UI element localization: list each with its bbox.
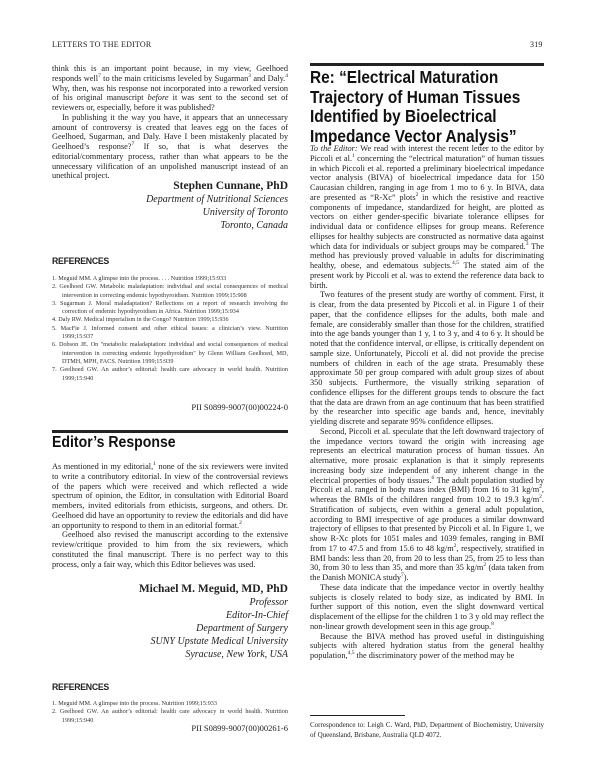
citation-superscript: 1 [153,461,156,468]
text-run: As mentioned in my editorial, [52,462,154,471]
italic-text: To the Editor: [310,144,358,153]
reference-list [52,275,288,383]
section-rule [310,63,544,66]
reference-item: 2. Geelhoed GW. Metabolic maladaptation: individual and social consequences of medical intervention in correcting endemic hypothyroidism. Nutrition 1999;15:908 [52,283,288,299]
affiliation-line: University of Toronto [202,207,288,218]
text-run: concerning the “electrical maturation” of human tissues in which Piccoli et al. reported a preliminary bioelectrical impedance vector analysis (BIVA) of bioelectrical impedance data for 150 Caucasian children, ranging in age from 1 mo to 6 y. In BIVA, data are presented as “R-Xc” plots [310,153,544,202]
paragraph [310,632,544,661]
reference-item: 5. MacFie J. Informed consent and other ethical issues: a clinician’s view. Nutrition 1999;15:937 [52,324,288,341]
citation-superscript: 3 [525,240,529,247]
text-run: ). [403,573,409,582]
reference-item: 2. Geelhoed GW. An author’s editorial: health care advocacy in world health. Nutrition 1999;15:940 [52,708,288,724]
pii-code: PII S0899-9007(00)00224-0 [191,402,288,412]
citation-superscript: 4,5 [452,260,459,267]
reference-list [52,700,288,725]
citation-superscript: 3 [248,72,252,79]
citation-superscript: 6 [431,474,435,481]
footnote-rule [310,715,405,716]
text-run: (data taken from the Danish MONICA study [310,563,544,582]
text-run: If so, that is what deserves the editorial/commentary process, rather than what appears to be the unnecessary vilification of an unpolished manuscript instead of an unethical project. [52,142,288,181]
text-run: none of the six reviewers were invited to write a contributory editorial. In view of the controversial reviews of the papers which were received and which reflected a wide spectrum of opinion, the Editor, in consultation with Editorial Board members, invited editorials from ethicists, surgeons, and others. Dr. Geelhoed did have an opportunity to review the editorials and did have an opportunity to respond to them in an editorial format. [52,462,288,530]
citation-superscript: 1 [351,152,355,159]
text-run: The method has previously proved valuable in adults for discriminating healthy, obese, and edematous subjects. [310,241,544,270]
text-run: The stated aim of the present work by Piccoli et al. was to extend the reference data back to birth. [310,261,545,290]
affiliation-line: Professor [249,597,288,608]
section-rule [52,430,288,433]
text-run: in which the resistive and reactive components of impedance, standardized for height, are plotted as vectors on either gender-specific bivariate tolerance ellipses for individual data or confidence ellipses for group means. Reference ellipses for healthy subjects are constructed as normative data against which data for individuals or subject groups may be compared. [310,192,544,251]
paragraph [52,462,288,530]
reference-item: 1. Meguid MM. A glimpse into the process. . . . Nutrition 1999;15:933 [52,275,227,282]
text-run: , whereas the BMIs of the children ranged from 10.2 to 19.3 kg/m [310,485,544,504]
citation-superscript: 2 [483,562,487,569]
pii-code: PII S0899-9007(00)00261-6 [191,723,288,733]
paragraph [310,583,544,632]
citation-superscript: 7 [401,572,404,579]
author-name: Michael M. Meguid, MD, PhD [138,583,288,595]
citation-superscript: 2 [415,191,419,198]
reference-item: 3. Sugarman J. Moral maladaptation? Reflections on a report of research involving the correction of endemic hypothyroidism in Africa. Nutrition 1999;15:934 [52,299,288,316]
citation-superscript: 4 [285,72,289,79]
paragraph [310,290,544,427]
response-body [52,462,288,569]
reference-item: 7. Geelhoed GW. An author’s editorial: health care advocacy in world health. Nutrition 1999;15:940 [52,366,288,382]
text-run: The adult population studied by Piccoli et al. ranged in body mass index (BMI) from 16 to 31 kg/m [310,475,545,495]
reference-item: 4. Daly RW. Medical imperialism in the Congo? Nutrition 1999;15:936 [52,316,229,324]
text-run: These data indicate that the impedance vector in overtly healthy subjects is closely related to body size, as indicated by BMI. In further support of this notion, even the slight downward vertical displacement of the ellipse for the children 1 to 3 y old may reflect the non-linear growth development seen in this age group. [310,582,544,631]
citation-superscript: 2 [539,494,542,501]
citation-superscript: 7 [131,141,135,148]
text-run: Geelhoed also revised the manuscript according to the extensive review/critique provided to him from the six reviewers, which constituted the final manuscript. There is no perfect way to this process, only a fair way, which this Editor believes was used. [52,530,288,569]
references-heading: REFERENCES [52,682,109,693]
affiliation-line: Toronto, Canada [220,220,288,231]
text-run: Two features of the present study are worthy of comment. First, it is clear, from the data presented by Piccoli et al. in Figure 1 of their paper, that the confidence ellipses for the adults, both male and female, are considerably smaller than those for the children, stratified into the age bands younger than 1 y, 1 to 3 y, and 4 to 6 y. It should be noted that the confidence interval, or ellipse, is critically dependent on sample size. Unfortunately, Piccoli et al. did not provide the precise numbers of children in each of the age strata. Presumably these approximate 50 per group compared with adult group sizes of about 350 subjects. Furthermore, the visually striking separation of confidence ellipses for the different groups tends to obscure the fact that the data are drawn from an age continuum that has been stratified by the researcher into specific age bands and, hence, inevitably yielding discrete and separate 95% confidence ellipses. [310,290,544,426]
references-heading: REFERENCES [52,256,109,267]
text-run: to the main criticisms leveled by Sugarman [100,73,249,83]
text-run: Second, Piccoli et al. speculate that the left downward trajectory of the impedance vectors toward the origin with increasing age represents an electrical maturation process of human tissues. An alternative, more prosaic explanation is that it simply represents increasing body size independent of any inherent change in the electrical properties of body tissues. [310,426,544,485]
article-title: Re: “Electrical Maturation Trajectory of Human Tissues Identified by Bioelectrical Impedance Vector Analysis” [310,67,521,146]
text-run: In publishing it the way you have, it appears that an unnecessary amount of controversy is created that leaves egg on the faces of Geelhoed, Sugarman, and Daly. Have I been mistakenly placated by Geelhoed’s response? [52,112,288,151]
paragraph [52,113,288,181]
page-number: 319 [530,40,543,49]
citation-superscript: 2 [539,484,542,491]
affiliation-line: Department of Nutritional Sciences [146,194,288,205]
letter-signature [52,180,288,232]
text-run: We read with interest the recent letter to the editor by Piccoli et al. [310,144,544,163]
reference-item: 6. Dobson JE. On "metabolic maladaptation: individual and social consequences of medical intervention in correcting endemic hypothyroidism" by Glenn William Geelhoed, MD, DTMH, MPH, FACS. Nutrition 1999;15:939 [52,341,288,365]
citation-superscript: 4,5 [347,650,355,657]
section-title: Editor’s Response [52,434,176,451]
response-signature [52,583,288,661]
affiliation-line: SUNY Upstate Medical University [150,636,288,647]
citation-superscript: 2 [453,542,457,549]
text-run: think this is an important point because, in my view, Geelhoed responds well [52,64,288,83]
correspondence-footnote: Correspondence to: Leigh C. Ward, PhD, Department of Biochemistry, University of Queensland, Brisbane, Australia QLD 4072. [310,721,544,739]
text-run: it was sent to the second set of reviewers or, especially, before it was published? [52,93,288,112]
paragraph [310,427,544,583]
running-head: LETTERS TO THE EDITOR [52,40,152,49]
italic-text: before [147,93,169,103]
citation-superscript: 8 [491,620,494,627]
paragraph [52,530,288,569]
author-name: Stephen Cunnane, PhD [173,180,288,192]
affiliation-line: Editor-In-Chief [225,610,288,621]
reference-item: 1. Meguid MM. A glimpse into the process. Nutrition 1999;15:933 [52,700,217,707]
text-run: . Stratification of subjects, even within a general adult population, according to BMI irrespective of age produces a similar downward trajectory of ellipses to that presented by Piccoli et al. In Figure 1, we show R-Xc plots for 1051 males and 1039 females, ranging in BMI from 17 to 47.5 and from 15.6 to 48 kg/m [310,495,544,553]
text-run: Why, then, was his response not incorporated into a reworked version of his original manuscript [52,83,288,103]
citation-superscript: 7 [98,72,101,79]
letter-body [52,64,288,181]
text-run: Because the BIVA method has proved useful in distinguishing subjects with altered hydration status from the general healthy population, [310,631,544,660]
text-run: the discriminatory power of the method may be [354,651,515,660]
paragraph [52,64,288,113]
paragraph [310,144,544,290]
affiliation-line: Department of Surgery [196,623,288,634]
affiliation-line: Syracuse, New York, USA [185,649,288,660]
article-body [310,144,544,661]
text-run: , respectively, stratified in BMI bands: less than 20, from 20 to less than 25, from 25 to less than 30, from 30 to less than 35, and more than 35 kg/m [310,543,545,573]
text-run: and Daly. [251,73,286,83]
citation-superscript: 2 [239,519,242,526]
